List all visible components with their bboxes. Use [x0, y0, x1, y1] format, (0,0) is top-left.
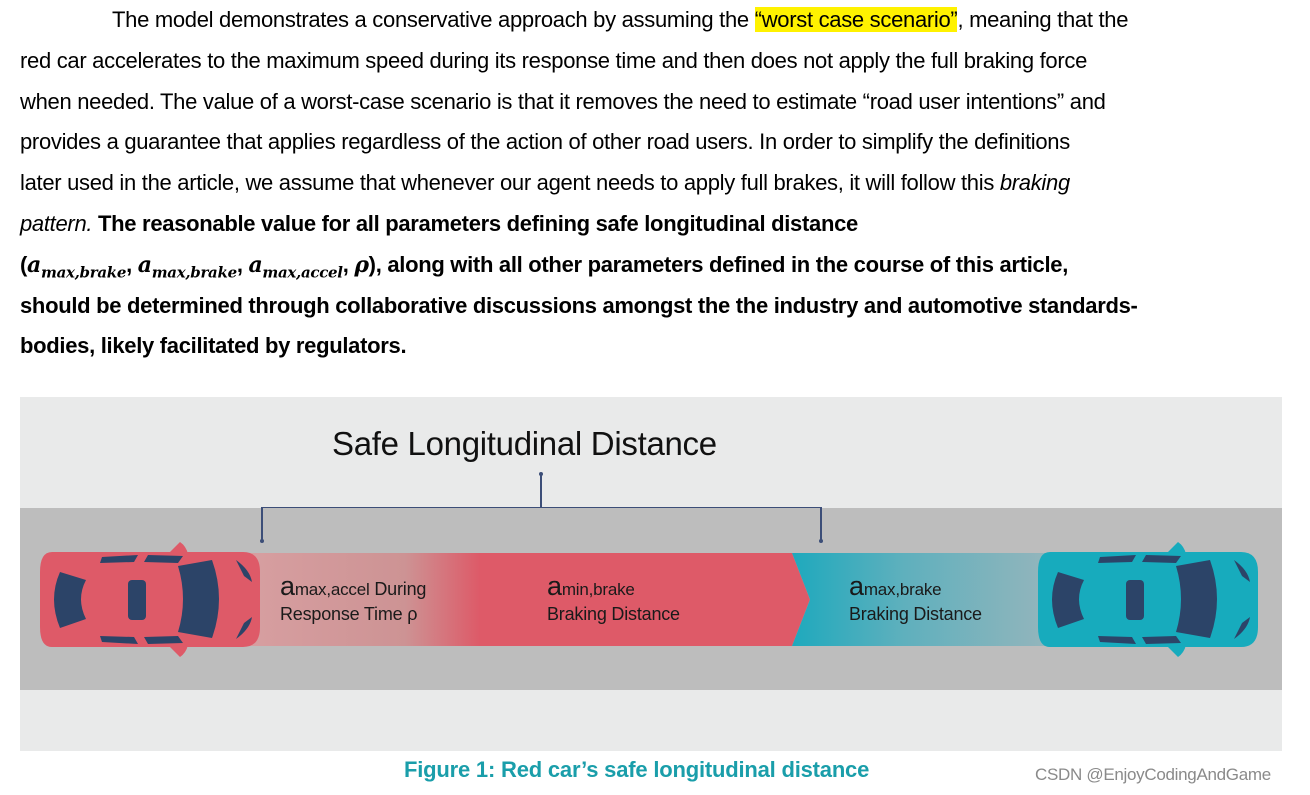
bracket-stem — [540, 474, 542, 508]
paragraph-line-6 — [20, 204, 1295, 245]
text-run: The model demonstrates a conservative approach by assuming the — [112, 7, 755, 32]
separator: , — [342, 251, 355, 277]
param-a-max-brake-2: $a_{max,brake}$ — [137, 251, 237, 282]
paragraph-line-3: when needed. The value of a worst-case scenario is that it removes the need to estimate “road user intentions” and — [20, 88, 1106, 114]
text-run: later used in the article, we assume that whenever our agent needs to apply full brakes, it will follow this — [20, 170, 1000, 196]
separator: , — [236, 251, 249, 277]
separator: , — [126, 251, 138, 277]
bold-text: The reasonable value for all parameters defining safe longitudinal distance — [92, 210, 858, 236]
param-rho: ρ — [354, 251, 369, 278]
paragraph-line-4: provides a guarantee that applies regardless of the action of other road users. In order to simplify the definitions — [20, 129, 1070, 155]
italic-text: braking — [999, 170, 1070, 196]
body-paragraph — [20, 0, 1295, 367]
bracket-dot — [539, 472, 543, 476]
paragraph-line-8: should be determined through collaborative discussions amongst the the industry and automotive standards- — [20, 292, 1138, 318]
figure-caption: Figure 1: Red car’s safe longitudinal distance — [404, 757, 870, 782]
paragraph-line-5 — [20, 163, 1295, 204]
italic-text: pattern. — [20, 210, 93, 236]
param-a-max-brake: $a_{max,brake}$ — [27, 251, 127, 282]
text-run: ), along with all other parameters defined in the course of this article, — [368, 251, 1069, 277]
figure-title: Safe Longitudinal Distance — [332, 425, 717, 462]
paragraph-line-9: bodies, likely facilitated by regulators. — [20, 333, 407, 359]
bracket-dot — [819, 539, 823, 543]
paragraph-line-7 — [20, 245, 1295, 286]
watermark: CSDN @EnjoyCodingAndGame — [1035, 765, 1271, 784]
bracket-right-leg — [820, 507, 822, 541]
red-car-icon — [38, 542, 266, 657]
text-run: , meaning that the — [957, 7, 1129, 32]
label-min-brake: amin,brake Braking Distance — [547, 571, 680, 624]
label-response-time: amax,accel During Response Time ρ — [280, 571, 427, 624]
paragraph-line-2: red car accelerates to the maximum speed during its response time and then does not apply the full braking force — [20, 47, 1088, 73]
paragraph-line-1 — [20, 0, 1295, 41]
label-max-brake: amax,brake Braking Distance — [849, 571, 982, 624]
figure-safe-distance — [20, 397, 1282, 751]
bracket-bar — [261, 507, 821, 508]
blue-car-icon — [1036, 542, 1264, 657]
highlighted-text: “worst case scenario” — [754, 7, 958, 32]
paren: ( — [20, 251, 28, 277]
param-a-max-accel: $a_{max,accel}$ — [248, 251, 343, 282]
bracket-left-leg — [261, 507, 263, 541]
